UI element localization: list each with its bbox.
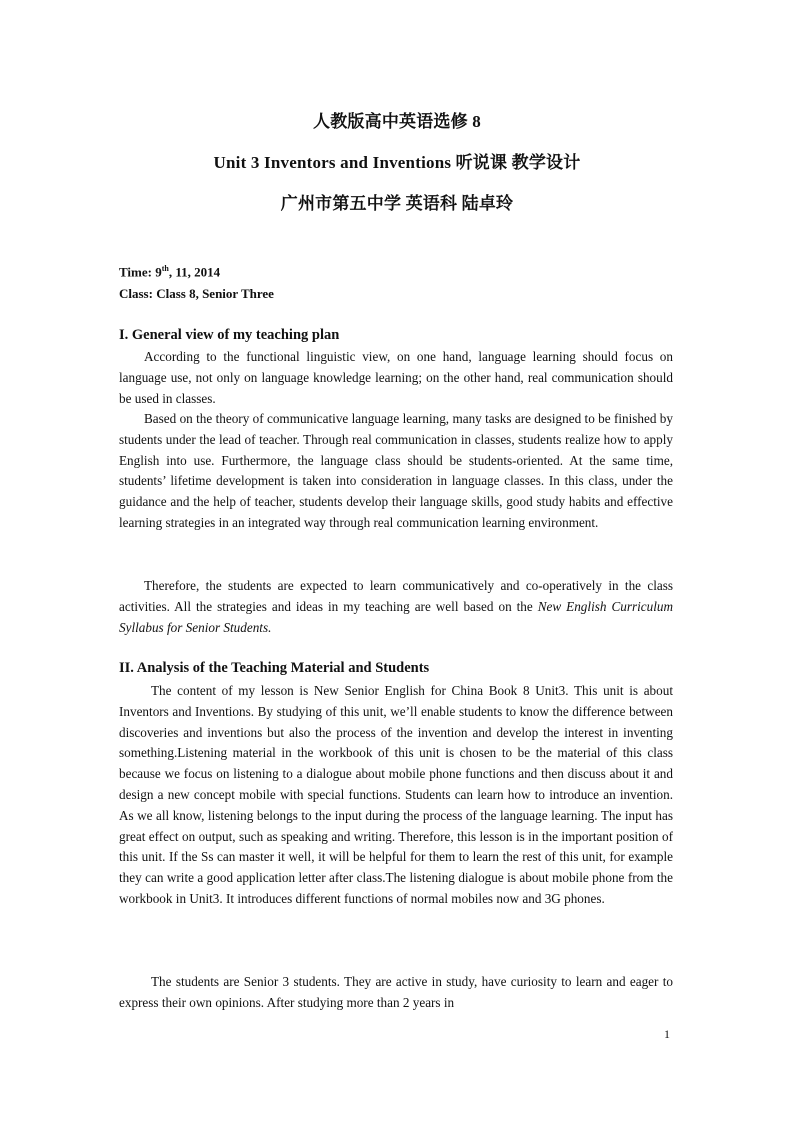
title-line-1: 人教版高中英语选修 8 [313,112,481,131]
syllabus-title: New English Curriculum Syllabus for Senior Students. [119,598,673,635]
time-label: Time: [119,264,156,280]
class-line: Class: Class 8, Senior Three [119,286,274,301]
title-line-3: 广州市第五中学 英语科 陆卓玲 [280,194,514,213]
time-day: 9 [155,264,162,280]
time-rest: , 11, 2014 [168,264,221,280]
section-2-heading: II. Analysis of the Teaching Material and Students [119,660,430,676]
section-1-paragraph-2: Based on the theory of communicative language learning, many tasks are designed to be finished by students under the lead of teacher. Through real communication in classes, students realize how to apply English into use. Furthermore, the language class should be students-oriented. At the same time, students’ lifetime development is taken into consideration in language classes. In this class, under the guidance and the help of teacher, students develop their language skills, good study habits and effective learning strategies in an integrated way through real communication learning environment. [119,411,673,530]
time-day-suffix: th [161,264,169,273]
time-line [119,264,220,280]
section-2-paragraph-1: The content of my lesson is New Senior English for China Book 8 Unit3. This unit is about Inventors and Inventions. By studying of this unit, we’ll enable students to know the difference between discoveries and inventions but also the process of the invention and develop the interest in inventing something.Listening material in the workbook of this unit is chosen to be the material of this class because we focus on listening to a dialogue about mobile phone functions and then discuss about it and design a new concept mobile with special functions. Students can learn how to introduce an invention. As we all know, listening belongs to the input during the process of the language learning. The input has great effect on output, such as speaking and writing. Therefore, this lesson is in the important position of this unit. If the Ss can master it well, it will be helpful for them to learn the rest of this unit, for example they can write a good application letter after class.The listening dialogue is about mobile phone from the workbook in Unit3. It introduces different functions of normal mobiles now and 3G phones. [119,683,673,906]
title-line-2: Unit 3 Inventors and Inventions 听说课 教学设计 [213,153,581,172]
section-2-paragraph-2: The students are Senior 3 students. They are active in study, have curiosity to learn and eager to express their own opinions. After studying more than 2 years in [119,974,673,1010]
section-1-paragraph-3 [119,576,673,638]
section-1-paragraph-1: According to the functional linguistic view, on one hand, language learning should focus on language use, not only on language knowledge learning; on the other hand, real communication should be used in classes. [119,349,673,406]
section-1-heading: I. General view of my teaching plan [119,327,340,343]
page-number: 1 [664,1027,670,1041]
paragraph-3-text: Therefore, the students are expected to learn communicatively and co-operatively in the class activities. All the strategies and ideas in my teaching are well based on the [119,578,673,614]
